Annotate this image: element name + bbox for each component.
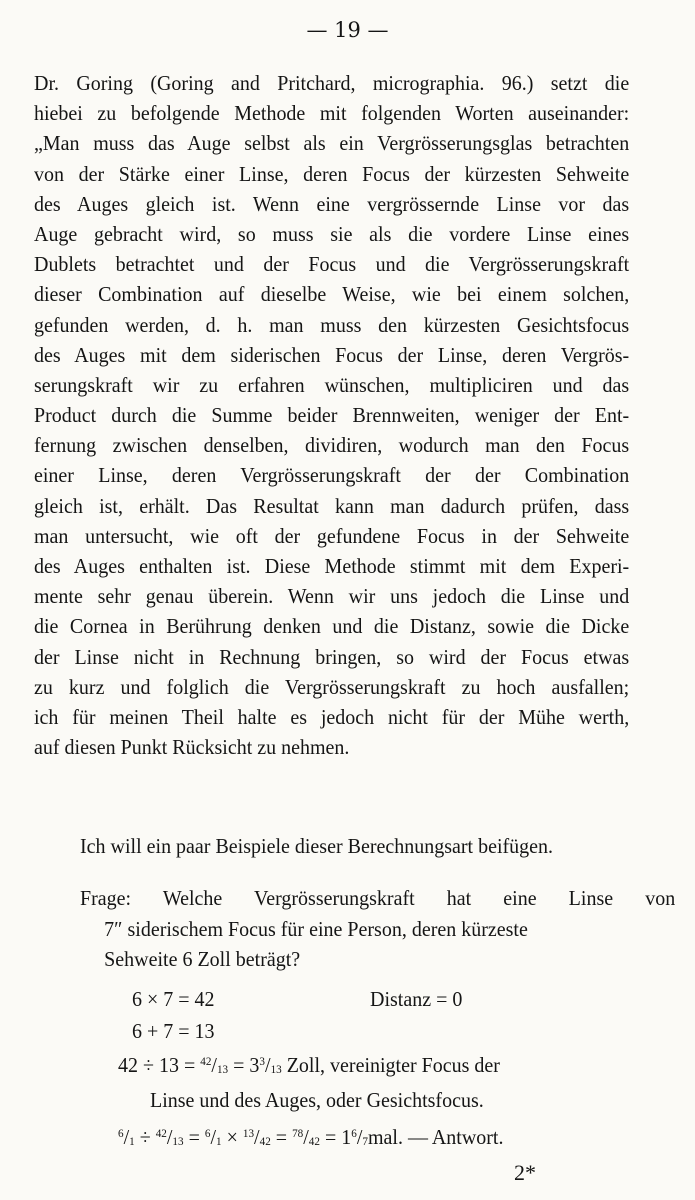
- question-block: [80, 886, 675, 978]
- text-line: gleich ist, erhält. Das Resultat kann man dadurch prüfen, dass: [34, 493, 630, 518]
- frac-num: 6: [118, 1126, 124, 1140]
- text-line: mente sehr genau überein. Wenn wir uns jedoch die Linse und: [34, 584, 630, 609]
- text-line: die Cornea in Berührung denken und die Distanz, sowie die Dicke: [34, 614, 630, 639]
- calc-text: 42 ÷ 13 =: [118, 1053, 201, 1077]
- calc-op: ÷: [134, 1125, 156, 1149]
- text-line: des Auges enthalten ist. Diese Methode stimmt mit dem Experi-: [34, 554, 630, 578]
- frac-num: 13: [242, 1126, 255, 1140]
- text-line: einer Linse, deren Vergrösserungskraft der der Combination: [34, 463, 630, 488]
- text-line: des Auges mit dem siderischen Focus der Linse, deren Vergrös-: [34, 342, 630, 367]
- calc-line-2: 6 + 7 = 13: [132, 1019, 215, 1043]
- text-line: man untersucht, wie oft der gefundene Focus in der Sehweite: [34, 523, 630, 548]
- calc-line-1: 6 × 7 = 42: [132, 987, 215, 1011]
- frac-den: 1: [216, 1134, 222, 1148]
- signature-mark: 2*: [514, 1160, 536, 1185]
- question-line: Sehweite 6 Zoll beträgt?: [104, 947, 301, 971]
- paragraph-main: [34, 68, 629, 762]
- calc-text: = 3: [228, 1053, 260, 1077]
- text-line: zu kurz und folglich die Vergrösserungskraft zu hoch ausfallen;: [34, 674, 630, 699]
- text-line: gefunden werden, d. h. man muss den kürzesten Gesichtsfocus: [34, 312, 630, 337]
- text-line: „Man muss das Auge selbst als ein Vergrösserungsglas betrachten: [34, 131, 630, 156]
- calc-op: ×: [221, 1125, 243, 1149]
- question-line: 7″ siderischem Focus für eine Person, deren kürzeste: [104, 916, 528, 941]
- frac-den: 1: [129, 1134, 135, 1148]
- frac-den: 7: [362, 1134, 368, 1148]
- frac-num: 6: [351, 1126, 357, 1140]
- question-line: Frage: Welche Vergrösserungskraft hat eine Linse von: [80, 886, 676, 910]
- text-line: serungskraft wir zu erfahren wünschen, multipliciren und das: [34, 372, 630, 397]
- text-line: des Auges gleich ist. Wenn eine vergrössernde Linse vor das: [34, 191, 630, 216]
- text-line: der Linse nicht in Rechnung bringen, so wird der Focus etwas: [34, 644, 630, 669]
- frac-num: 42: [200, 1054, 212, 1068]
- calc-op: = 1: [319, 1125, 352, 1149]
- text-line: Dr. Goring (Goring and Pritchard, micrographia. 96.) setzt die: [34, 71, 630, 95]
- paragraph-examples-intro: Ich will ein paar Beispiele dieser Berechnungsart beifügen.: [80, 834, 554, 858]
- text-line: fernung zwischen denselben, dividiren, wodurch man den Focus: [34, 433, 630, 458]
- calc-distance: Distanz = 0: [370, 987, 463, 1011]
- text-line: Dublets betrachtet und der Focus und die Vergrösserungskraft: [34, 252, 630, 277]
- frac-den: 13: [216, 1062, 229, 1076]
- frac-num: 3: [259, 1054, 265, 1068]
- calc-line-5: $^6/_1 \div ^{42}/_{13} = ^6/_1 \times ^{13}/_{42} = ^{78}/_{42} = 1^6/_7mal$. — Antwort.: [118, 1125, 504, 1149]
- text-line: ich für meinen Theil halte es jedoch nicht für der Mühe werth,: [34, 704, 630, 729]
- frac-den: 42: [259, 1134, 271, 1148]
- page-number: — 19 —: [306, 18, 389, 42]
- calc-answer: mal. — Antwort.: [367, 1125, 504, 1149]
- frac-num: 78: [292, 1126, 304, 1140]
- calc-op: =: [270, 1125, 293, 1149]
- text-line: Product durch die Summe beider Brennweiten, weniger der Ent-: [34, 403, 630, 428]
- text-line: hiebei zu befolgende Methode mit folgenden Worten auseinander:: [34, 101, 630, 126]
- calc-line-3: $42 \div 13 = ^{42}/_{13} = 3^3/_{13}$ Zoll, vereinigter Focus der: [118, 1053, 500, 1077]
- text-line: Auge gebracht wird, so muss sie als die vordere Linse eines: [34, 221, 630, 246]
- frac-den: 13: [172, 1134, 184, 1148]
- frac-den: 42: [308, 1134, 320, 1148]
- text-line: dieser Combination auf dieselbe Weise, wie bei einem solchen,: [34, 282, 630, 307]
- calc-op: =: [183, 1125, 205, 1149]
- calc-line-4: Linse und des Auges, oder Gesichtsfocus.: [150, 1088, 484, 1112]
- calc-text: Zoll, vereinigter Focus der: [281, 1053, 500, 1077]
- text-line: von der Stärke einer Linse, deren Focus der kürzesten Sehweite: [34, 161, 630, 186]
- frac-den: 13: [270, 1062, 282, 1076]
- text-line: auf diesen Punkt Rücksicht zu nehmen.: [34, 735, 350, 760]
- frac-num: 6: [204, 1126, 211, 1140]
- frac-num: 42: [155, 1126, 167, 1140]
